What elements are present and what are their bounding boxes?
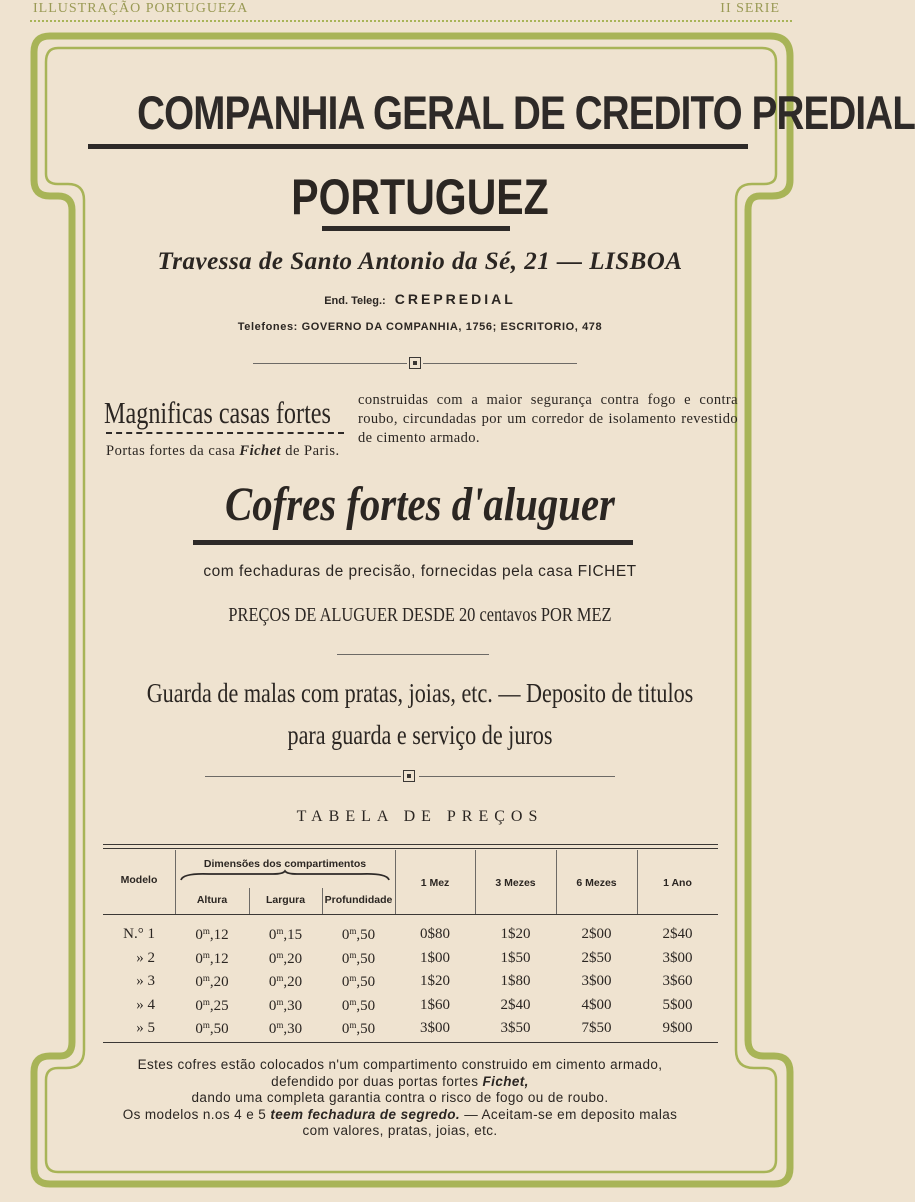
section-ornament-2 — [205, 770, 615, 784]
table-cell-prof: 0$^m$,50 — [341, 926, 376, 943]
table-cell-modelo: » 5 — [136, 1020, 155, 1036]
company-title-line2: PORTUGUEZ — [291, 169, 549, 225]
vaults-doors-note: Portas fortes da casa Fichet de Paris. — [106, 443, 340, 459]
table-cell-prof: 0$^m$,50 — [341, 996, 376, 1014]
table-cell-mez1: 1$20 — [420, 973, 450, 989]
footer-line-2: defendido por duas portas fortes Fichet, — [271, 1073, 529, 1089]
header-profundidade: Profundidade — [324, 894, 393, 906]
telegraph-code: CREPREDIAL — [394, 291, 516, 307]
footer-line-5: com valores, pratas, joias, etc. — [302, 1123, 498, 1138]
telephone-numbers: Telefones: GOVERNO DA COMPANHIA, 1756; ESCRITORIO, 478 — [237, 321, 603, 333]
table-cell-mez3: 1$80 — [500, 973, 531, 989]
table-top-rule-2 — [103, 848, 718, 849]
table-cell-mez1: 3$00 — [420, 1020, 450, 1036]
table-cell-altura: 0$^m$,25 — [195, 996, 229, 1014]
footer-note — [60, 1057, 740, 1140]
title2-underline — [322, 226, 510, 231]
price-table-title: TABELA DE PREÇOS — [296, 808, 544, 825]
table-cell-mez3: 1$50 — [500, 949, 531, 966]
header-1-mez: 1 Mez — [420, 877, 450, 889]
table-cell-largura: 0$^m$,30 — [268, 996, 303, 1014]
table-cell-prof: 0$^m$,50 — [341, 1020, 376, 1037]
table-cell-largura: 0$^m$,15 — [268, 926, 303, 943]
telegraph-address — [75, 291, 765, 307]
table-cell-mez6: 4$00 — [581, 996, 612, 1013]
table-top-rule — [103, 844, 718, 845]
section-ornament — [253, 357, 577, 371]
table-cell-modelo: N.° 1 — [123, 926, 155, 942]
ornament-square-icon — [409, 357, 421, 369]
table-cell-ano1: 2$40 — [662, 926, 693, 942]
header-rule — [103, 914, 718, 915]
magazine-title: ILLUSTRAÇÃO PORTUGUEZA — [33, 1, 249, 16]
footer-line-3: dando uma completa garantia contra o risco de fogo ou de roubo. — [191, 1090, 609, 1105]
header-altura: Altura — [196, 894, 228, 906]
table-cell-mez1: 1$60 — [420, 996, 450, 1013]
header-dimensoes: Dimensões dos compartimentos — [203, 858, 367, 870]
table-cell-mez6: 7$50 — [581, 1020, 612, 1036]
table-cell-modelo: » 4 — [136, 996, 155, 1013]
company-title: COMPANHIA GERAL DE CREDITO PREDIAL — [137, 86, 915, 139]
table-cell-prof: 0$^m$,50 — [341, 949, 376, 967]
table-cell-mez3: 2$40 — [500, 996, 531, 1013]
prices-from: PREÇOS DE ALUGUER DESDE 20 centavos POR MEZ — [228, 604, 612, 626]
table-cell-altura: 0$^m$,20 — [195, 973, 229, 990]
vaults-heading: Magnificas casas fortes — [104, 395, 331, 430]
table-cell-mez3: 3$50 — [500, 1020, 531, 1036]
vaults-description: construidas com a maior segurança contra fogo e contra roubo, circundadas por um corredor de isolamento revestido de cimento armado. — [358, 392, 738, 446]
divider — [337, 654, 489, 655]
table-cell-mez6: 3$00 — [581, 973, 612, 989]
running-head — [0, 0, 800, 22]
top-dotted-rule — [30, 20, 792, 22]
series-label: II SERIE — [720, 1, 780, 16]
storage-line-2: para guarda e serviço de juros — [287, 720, 553, 750]
table-cell-modelo: » 2 — [136, 949, 155, 966]
title-underline — [88, 144, 748, 149]
table-cell-ano1: 5$00 — [662, 996, 693, 1013]
table-cell-mez6: 2$00 — [581, 926, 612, 942]
fichet-brand-footer: Fichet, — [482, 1073, 529, 1089]
footer-line-1: Estes cofres estão colocados n'um compartimento construido em cimento armado, — [137, 1057, 663, 1072]
safes-heading-underline — [193, 540, 633, 545]
table-cell-altura: 0$^m$,12 — [195, 926, 229, 943]
header-largura: Largura — [265, 894, 306, 906]
table-cell-largura: 0$^m$,20 — [268, 973, 303, 990]
ornament-square-icon — [403, 770, 415, 782]
table-cell-mez1: 0$80 — [420, 926, 450, 942]
table-cell-altura: 0$^m$,12 — [195, 949, 229, 967]
safes-heading: Cofres fortes d'aluguer — [225, 478, 615, 531]
table-cell-largura: 0$^m$,30 — [268, 1020, 303, 1037]
table-bottom-rule — [103, 1042, 718, 1043]
vaults-heading-rule — [106, 432, 344, 434]
table-cell-modelo: » 3 — [136, 973, 155, 989]
company-address: Travessa de Santo Antonio da Sé, 21 — LISBOA — [157, 248, 683, 275]
table-cell-mez6: 2$50 — [581, 949, 612, 966]
footer-line-4: Os modelos n.os 4 e 5 teem fechadura de segredo. — Aceitam-se em deposito malas — [122, 1106, 678, 1122]
table-cell-ano1: 3$60 — [662, 973, 693, 989]
telegraph-label: End. Teleg.: — [324, 295, 386, 307]
storage-line-1: Guarda de malas com pratas, joias, etc. — Deposito de titulos — [146, 678, 694, 708]
brace-icon — [179, 870, 391, 882]
table-cell-largura: 0$^m$,20 — [268, 949, 303, 967]
header-3-mezes: 3 Mezes — [495, 877, 536, 889]
table-cell-prof: 0$^m$,50 — [341, 973, 376, 990]
header-1-ano: 1 Ano — [663, 877, 692, 889]
header-6-mezes: 6 Mezes — [576, 877, 617, 889]
header-modelo: Modelo — [120, 874, 158, 886]
safes-subtitle: com fechaduras de precisão, fornecidas pela casa FICHET — [203, 563, 637, 580]
table-cell-mez3: 1$20 — [500, 926, 531, 942]
table-cell-ano1: 9$00 — [662, 1020, 693, 1036]
table-cell-mez1: 1$00 — [420, 949, 450, 966]
table-cell-ano1: 3$00 — [662, 949, 693, 966]
fichet-brand: Fichet — [239, 443, 282, 459]
table-cell-altura: 0$^m$,50 — [195, 1020, 229, 1037]
secret-lock-note: teem fechadura de segredo. — [270, 1106, 461, 1122]
